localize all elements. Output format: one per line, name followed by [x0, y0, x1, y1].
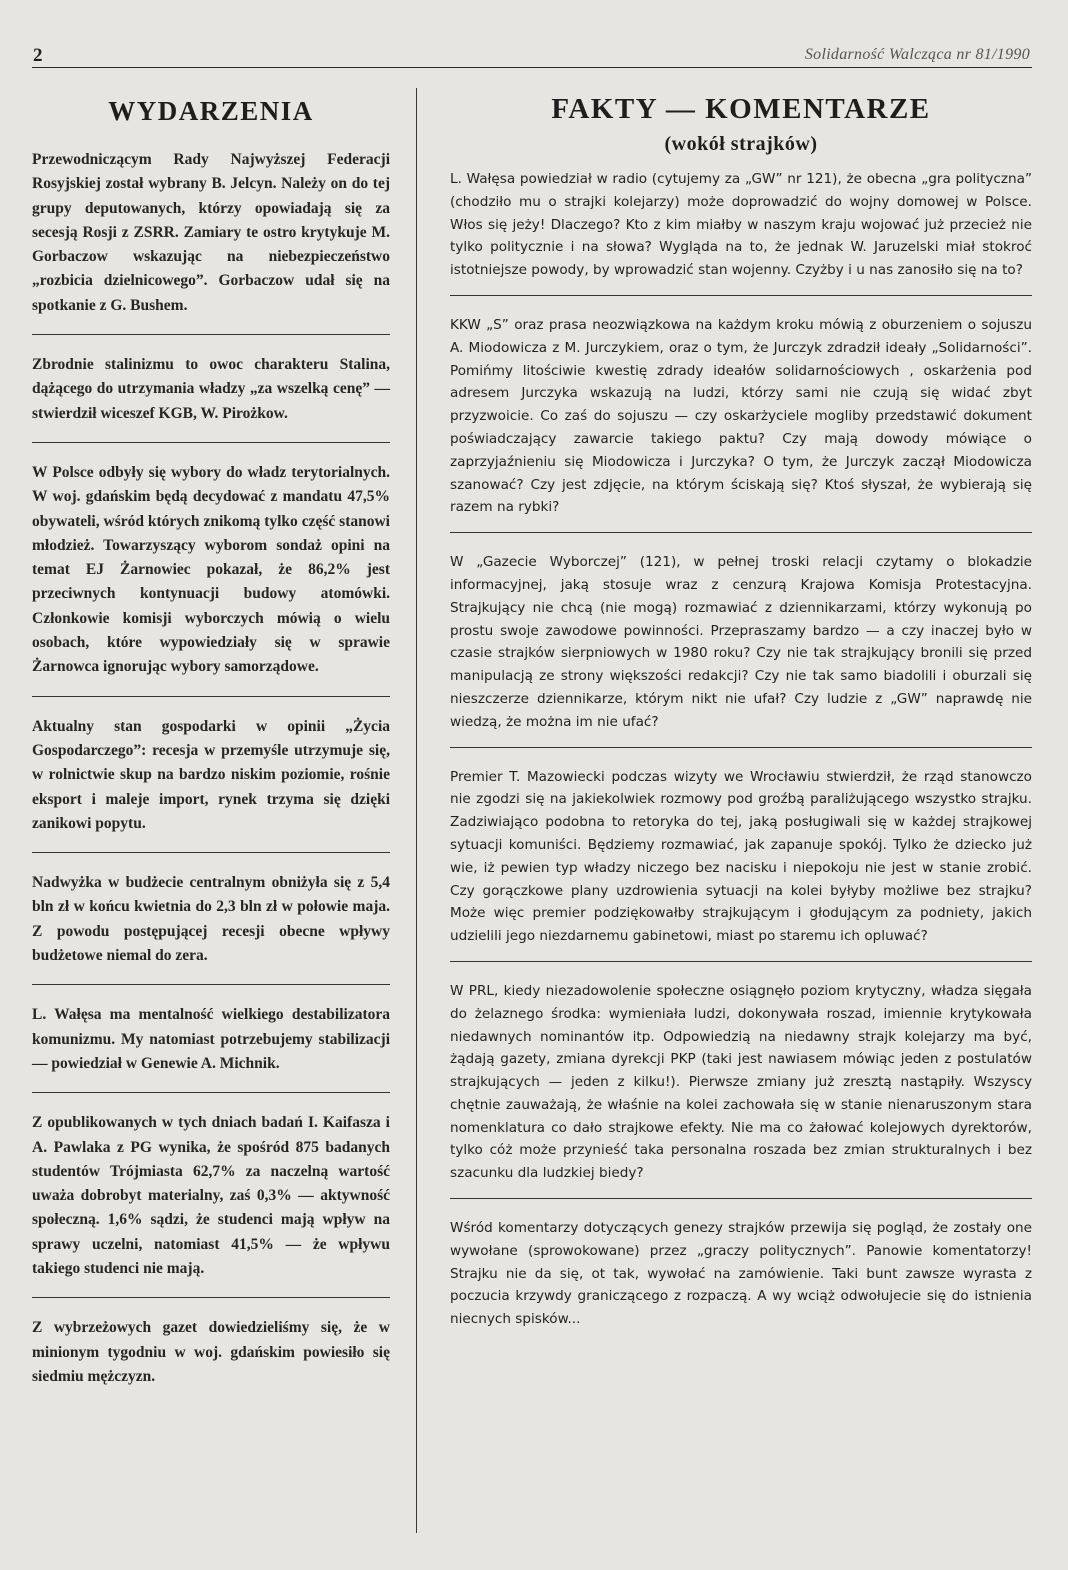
news-item: Nadwyżka w budżecie centralnym obniżyła się z 5,4 bln zł w końcu kwietnia do 2,3 bln zł w połowie maja. Z powodu postępującej recesji obecne wpływy budżetowe niemal do zera.	[32, 874, 390, 965]
item-separator	[32, 442, 390, 443]
item-separator	[32, 696, 390, 697]
commentary-item: L. Wałęsa powiedział w radio (cytujemy za „GW” nr 121), że obecna „gra polityczna” (chodziło mu o strajki kolejarzy) może doprowadzić do wojny domowej w Polsce. Włos się jeży! Dlaczego? Kto z kim miałby w naszym kraju wojować już przecież nie tylko politycznie i na słowa? Wygląda na to, że jednak W. Jaruzelski miał stokroć istotniejsze powody, by wprowadzić stan wojenny. Czyżby i u nas zanosiło się na to?	[450, 171, 1032, 279]
left-column-heading: WYDARZENIA	[108, 96, 314, 126]
item-separator	[450, 961, 1032, 962]
running-head: Solidarność Walcząca nr 81/1990	[804, 46, 1030, 63]
news-item: Aktualny stan gospodarki w opinii „Życia Gospodarczego”: recesja w przemyśle utrzymuje się, w rolnictwie skup na bardzo niskim poziomie, rośnie eksport i maleje import, rynek trzyma się dzięki zanikowi popytu.	[32, 717, 390, 832]
right-column	[450, 92, 1032, 1331]
item-separator	[32, 1297, 390, 1298]
column-divider	[416, 88, 417, 1533]
item-separator	[32, 1092, 390, 1093]
page-number: 2	[33, 45, 43, 66]
item-separator	[450, 532, 1032, 533]
item-separator	[32, 334, 390, 335]
header-rule	[32, 67, 1032, 68]
commentary-item: KKW „S” oraz prasa neozwiązkowa na każdym kroku mówią z oburzeniem o sojuszu A. Miodowicza z M. Jurczykiem, oraz o tym, że Jurczyk zdradził ideały „Solidarności”. Pomińmy litościwie kwestię zdrady ideałów solidarnościowych , oskarżenia pod adresem Jurczyka wskazują na ludzi, którzy sami nie czują się widać zbyt przyzwoicie. Co zaś do sojuszu — czy oskarżyciele mogliby przedstawić dokument poświadczający zawarcie takiego paktu? Czy mają dowody mówiące o zaprzyjaźnieniu się Miodowicza i Jurczyka? O tym, że Jurczyk zaczął Miodowicza szanować? Czy jest zdjęcie, na którym ściskają się? Ktoś słyszał, że wybierają się razem na rybki?	[450, 316, 1032, 516]
news-item: Z opublikowanych w tych dniach badań I. Kaifasza i A. Pawlaka z PG wynika, że spośród 875 badanych studentów Trójmiasta 62,7% za naczelną wartość uważa dobrobyt materialny, zaś 0,3% — aktywność społeczną. 1,6% sądzi, że studenci mają wpływ na sprawy uczelni, natomiast 41,5% — że wpływu takiego studenci nie mają.	[32, 1114, 390, 1277]
commentary-item: Wśród komentarzy dotyczących genezy strajków przewija się pogląd, że zostały one wywołane (sprowokowane) przez „graczy politycznych”. Panowie komentatorzy! Strajku nie da się, ot tak, wywołać na zamówienie. Taki bunt zawsze wyrasta z poczucia krzywdy graniczącego z rozpaczą. A wy wciąż odwołujecie się do istnienia niecnych spisków...	[450, 1220, 1032, 1328]
news-item: Przewodniczącym Rady Najwyższej Federacji Rosyjskiej został wybrany B. Jelcyn. Należy on do tej grupy deputowanych, którzy opowiadają się za secesją Rosji z ZSRR. Zamiary te ostro krytykuje M. Gorbaczow wskazując na niebezpieczeństwo „rozbicia dzielnicowego”. Gorbaczow udał się na spotkanie z G. Bushem.	[32, 151, 390, 314]
commentary-item: W PRL, kiedy niezadowolenie społeczne osiągnęło poziom krytyczny, władza sięgała do żelaznego środka: wymieniała ludzi, dokonywała roszad, imiennie krytykowała niedawnych nominantów itp. Odpowiedzią na niedawny strajk kolejarzy ma być, żądają gazety, zmiana dyrekcji PKP (taki jest nawiasem mówiąc jeden z postulatów strajkujących — jeden z kilku!). Pierwsze zmiany już zresztą nastąpiły. Wszyscy chętnie zauważają, że właśnie na kolei zachowała się w stanie nienaruszonym stara nomenklatura co dało strajkowe efekty. Nie ma co żałować kolejowych dyrektorów, tylko cóż może przynieść taka personalna roszada bez zmian strukturalnych i bez szacunku dla ludzkiej biedy?	[450, 982, 1032, 1182]
item-separator	[450, 1198, 1032, 1199]
news-item: Z wybrzeżowych gazet dowiedzieliśmy się, że w minionym tygodniu w woj. gdańskim powiesiło się siedmiu mężczyzn.	[32, 1319, 390, 1385]
item-separator	[32, 852, 390, 853]
item-separator	[450, 295, 1032, 296]
left-column	[32, 96, 390, 1389]
right-column-heading: FAKTY — KOMENTARZE	[551, 93, 931, 125]
item-separator	[32, 984, 390, 985]
item-separator	[450, 747, 1032, 748]
right-column-subheading: (wokół strajków)	[664, 133, 818, 155]
news-item: W Polsce odbyły się wybory do władz terytorialnych. W woj. gdańskim będą decydować z mandatu 47,5% obywateli, wśród których znikomą tylko część stanowi młodzież. Towarzyszący wyborom sondaż opini na temat EJ Żarnowiec pokazał, że 86,2% jest przeciwnych kontynuacji budowy atomówki. Członkowie komisji wyborczych mówią o wielu osobach, które wypowiedziały się w sprawie Żarnowca ignorując wybory samorządowe.	[32, 463, 390, 676]
commentary-item: Premier T. Mazowiecki podczas wizyty we Wrocławiu stwierdził, że rząd stanowczo nie zgodzi się na jakiekolwiek rozmowy pod groźbą paraliżującego wszystko strajku. Zadziwiająco podobna to retoryka do tej, jaką posługiwali się w każdej strajkowej sytuacji komuniści. Będziemy rozmawiać, jak zapanuje spokój. Tylko że dziecko już wie, iż pewien typ władzy niczego bez nacisku i niepokoju nie jest w stanie zrobić. Czy gorączkowe plany uzdrowienia sytuacji na kolei byłyby możliwe bez strajku? Może więc premier podziękowałby strajkującym i głodującym za podniety, jakich udzielili jego niezdarnemu gabinetowi, miast po staremu ich opluwać?	[450, 768, 1032, 945]
commentary-item: W „Gazecie Wyborczej” (121), w pełnej troski relacji czytamy o blokadzie informacyjnej, jaką stosuje wraz z cenzurą Krajowa Komisja Protestacyjna. Strajkujący nie chcą (nie mogą) rozmawiać z dziennikarzami, którzy wykonują po prostu swoje zawodowe powinności. Przepraszamy bardzo — a czy inaczej było w czasie strajków sierpniowych w 1980 roku? Czy nie tak strajkujący bronili się przed manipulacją ze strony większości redakcji? Czy nie tak samo biadolili i oburzali się nieszczerze dziennikarze, którym nikt nie ufał? Czy ludzie z „GW” naprawdę nie wiedzą, że można im nie ufać?	[450, 554, 1032, 730]
news-item: L. Wałęsa ma mentalność wielkiego destabilizatora komunizmu. My natomiast potrzebujemy stabilizacji — powiedział w Genewie A. Michnik.	[32, 1006, 390, 1072]
news-item: Zbrodnie stalinizmu to owoc charakteru Stalina, dążącego do utrzymania władzy „za wszelką cenę” — stwierdził wiceszef KGB, W. Pirożkow.	[32, 356, 390, 422]
